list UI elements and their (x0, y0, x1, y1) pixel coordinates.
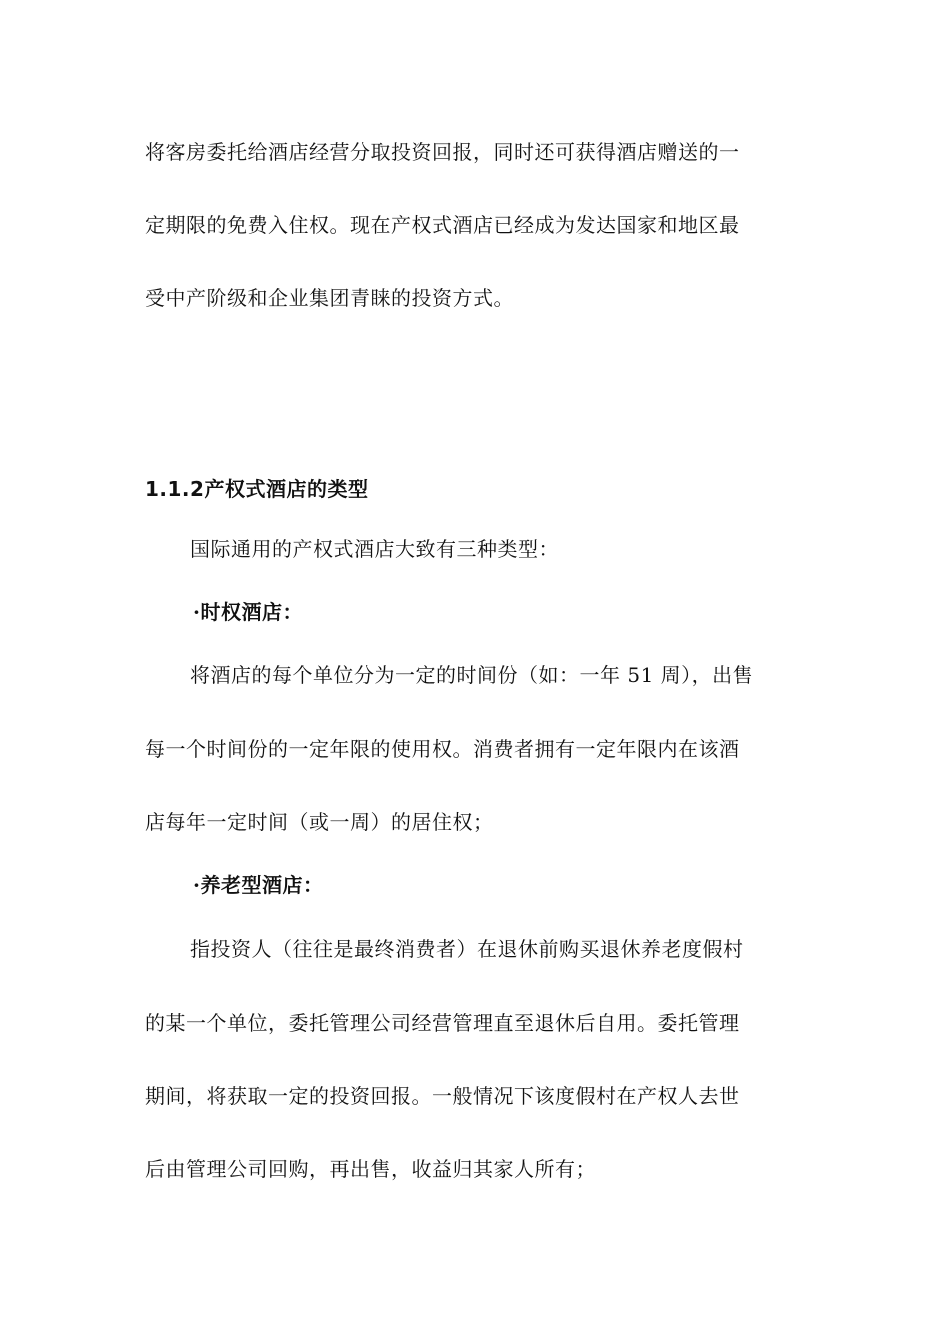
type2-line-2: 的某一个单位，委托管理公司经营管理直至退休后自用。委托管理 (145, 1011, 740, 1035)
para1-line-3: 受中产阶级和企业集团青睐的投资方式。 (145, 286, 514, 310)
type2-line-4: 后由管理公司回购，再出售，收益归其家人所有； (145, 1157, 596, 1181)
section-heading: 1.1.2产权式酒店的类型 (145, 477, 369, 501)
type1-line-1: 将酒店的每个单位分为一定的时间份（如：一年 51 周），出售 (190, 663, 754, 687)
para1-line-1: 将客房委托给酒店经营分取投资回报，同时还可获得酒店赠送的一 (145, 140, 740, 164)
type1-title: ·时权酒店： (193, 600, 303, 624)
type2-line-1: 指投资人（往往是最终消费者）在退休前购买退休养老度假村 (190, 937, 744, 961)
intro-text: 国际通用的产权式酒店大致有三种类型： (190, 537, 559, 561)
type1-line-2: 每一个时间份的一定年限的使用权。消费者拥有一定年限内在该酒 (145, 737, 740, 761)
type2-title: ·养老型酒店： (193, 873, 324, 897)
type1-line-3: 店每年一定时间（或一周）的居住权； (145, 810, 494, 834)
type2-line-3: 期间，将获取一定的投资回报。一般情况下该度假村在产权人去世 (145, 1084, 740, 1108)
para1-line-2: 定期限的免费入住权。现在产权式酒店已经成为发达国家和地区最 (145, 213, 740, 237)
